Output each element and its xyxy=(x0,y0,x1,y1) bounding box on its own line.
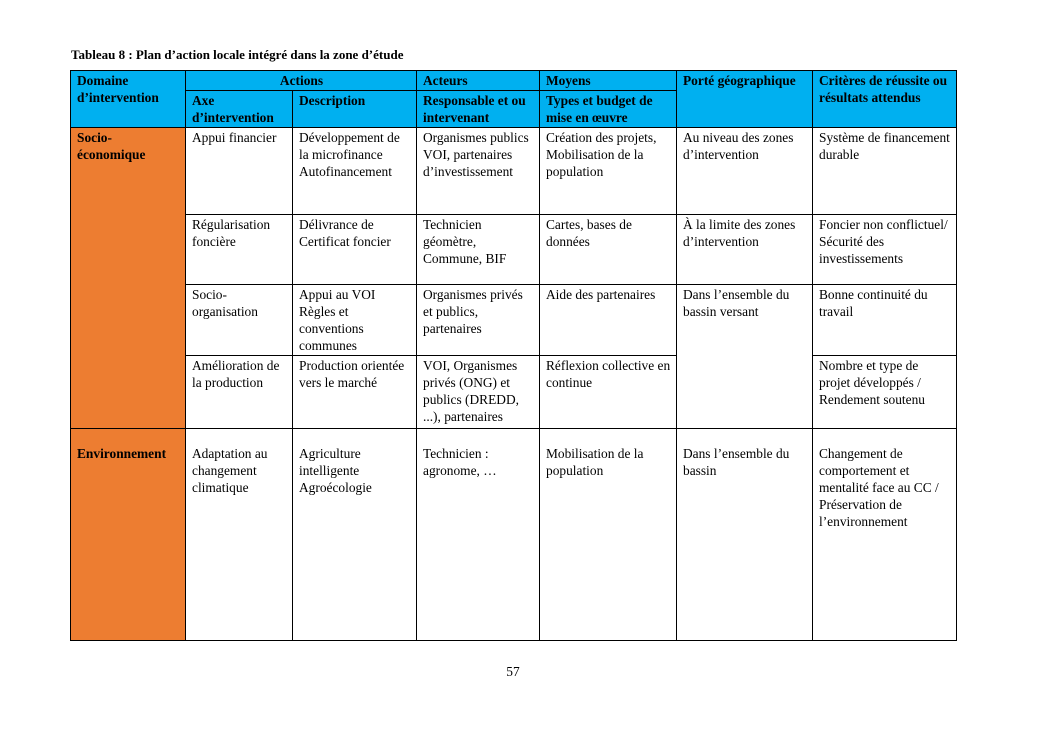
cell-porte: À la limite des zones d’intervention xyxy=(677,215,813,285)
cell-moyens: Mobilisation de la population xyxy=(540,429,677,641)
header-types-budget: Types et budget de mise en œuvre xyxy=(540,91,677,128)
cell-description: Développement de la microfinance Autofinancement xyxy=(293,128,417,215)
table-row xyxy=(71,215,957,285)
cell-moyens: Aide des partenaires xyxy=(540,285,677,356)
cell-criteres: Changement de comportement et mentalité face au CC / Préservation de l’environnement xyxy=(813,429,957,641)
cell-porte: Dans l’ensemble du bassin versant xyxy=(677,285,813,429)
header-moyens: Moyens xyxy=(540,71,677,91)
table-caption: Tableau 8 : Plan d’action locale intégré dans la zone d’étude xyxy=(71,47,404,62)
cell-criteres: Système de financement durable xyxy=(813,128,957,215)
header-porte: Porté géographique xyxy=(677,71,813,128)
cell-axe: Socio-organisation xyxy=(186,285,293,356)
cell-criteres: Foncier non conflictuel/ Sécurité des investissements xyxy=(813,215,957,285)
cell-axe: Adaptation au changement climatique xyxy=(186,429,293,641)
header-domaine: Domaine d’intervention xyxy=(71,71,186,128)
cell-description: Appui au VOI Règles et conventions communes xyxy=(293,285,417,356)
cell-axe: Régularisation foncière xyxy=(186,215,293,285)
header-description: Description xyxy=(293,91,417,128)
cell-moyens: Cartes, bases de données xyxy=(540,215,677,285)
action-plan-table xyxy=(70,70,957,641)
domain-socio-economique: Socio-économique xyxy=(71,128,186,429)
cell-description: Production orientée vers le marché xyxy=(293,356,417,429)
cell-criteres: Bonne continuité du travail xyxy=(813,285,957,356)
cell-moyens: Réflexion collective en continue xyxy=(540,356,677,429)
page-number: 57 xyxy=(506,664,520,679)
domain-environnement: Environnement xyxy=(71,429,186,641)
cell-description: Délivrance de Certificat foncier xyxy=(293,215,417,285)
table-row xyxy=(71,285,957,356)
header-responsable: Responsable et ou intervenant xyxy=(417,91,540,128)
cell-axe: Appui financier xyxy=(186,128,293,215)
cell-acteurs: Technicien : agronome, … xyxy=(417,429,540,641)
table-row xyxy=(71,356,957,429)
header-criteres: Critères de réussite ou résultats attendus xyxy=(813,71,957,128)
cell-description: Agriculture intelligente Agroécologie xyxy=(293,429,417,641)
header-actions: Actions xyxy=(186,71,417,91)
header-acteurs: Acteurs xyxy=(417,71,540,91)
cell-acteurs: Organismes publics VOI, partenaires d’investissement xyxy=(417,128,540,215)
cell-axe: Amélioration de la production xyxy=(186,356,293,429)
table-row xyxy=(71,429,957,641)
cell-acteurs: VOI, Organismes privés (ONG) et publics (DREDD, ...), partenaires xyxy=(417,356,540,429)
cell-porte: Au niveau des zones d’intervention xyxy=(677,128,813,215)
cell-criteres: Nombre et type de projet développés / Rendement soutenu xyxy=(813,356,957,429)
cell-moyens: Création des projets, Mobilisation de la population xyxy=(540,128,677,215)
cell-porte: Dans l’ensemble du bassin xyxy=(677,429,813,641)
cell-acteurs: Technicien géomètre, Commune, BIF xyxy=(417,215,540,285)
header-axe: Axe d’intervention xyxy=(186,91,293,128)
cell-acteurs: Organismes privés et publics, partenaires xyxy=(417,285,540,356)
table-row xyxy=(71,128,957,215)
